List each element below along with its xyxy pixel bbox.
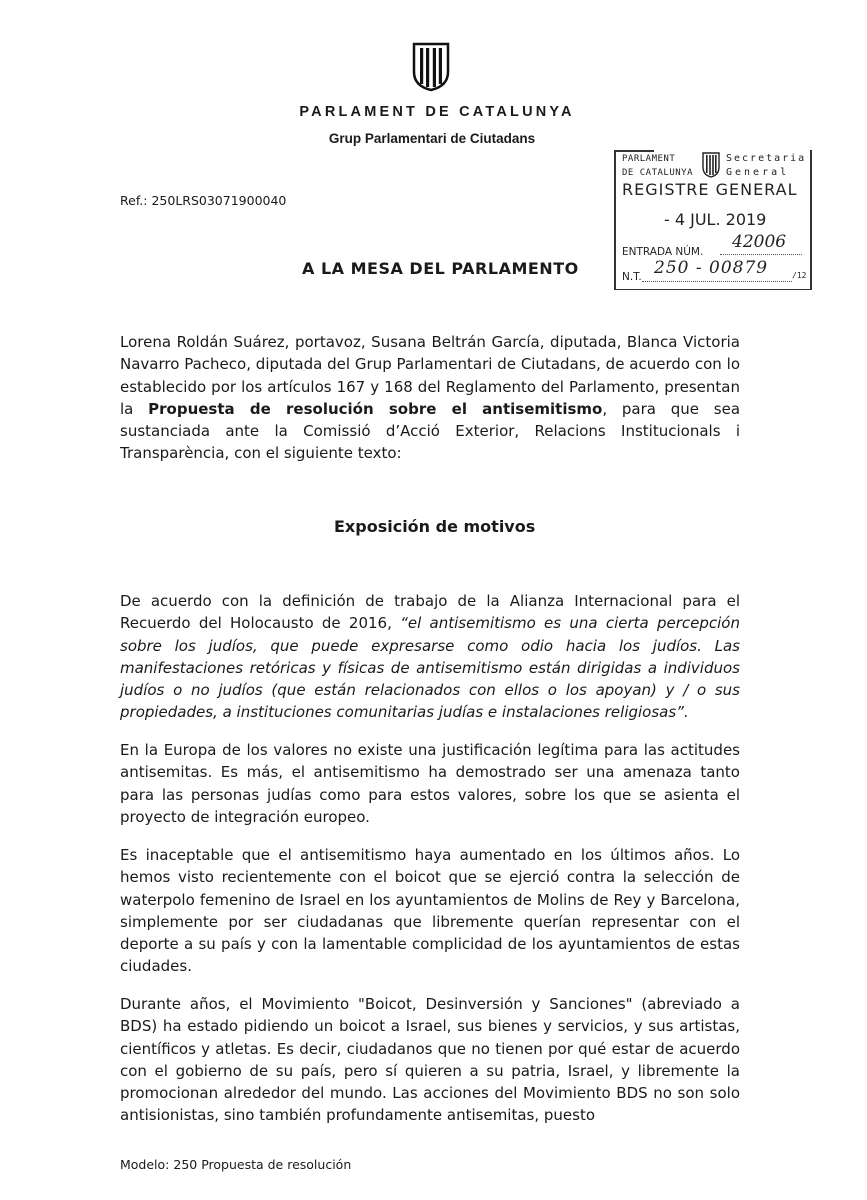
page-footer: Modelo: 250 Propuesta de resolución	[120, 1157, 352, 1172]
paragraph-2: En la Europa de los valores no existe una justificación legítima para las actitudes antisemitas. Es más, el antisemitismo ha demostrado ser una amenaza tanto para las personas judías como para estos valores, sobre los que se asienta el proyecto de integración europeo.	[120, 741, 740, 826]
stamp-general: General	[726, 167, 790, 178]
stamp-registry: REGISTRE GENERAL	[622, 180, 798, 199]
parliament-emblem-icon	[410, 42, 452, 92]
stamp-nt-dots	[642, 281, 792, 282]
stamp-secretaria: Secretaria	[726, 153, 807, 164]
stamp-parlament: PARLAMENT	[622, 154, 676, 164]
stamp-emblem-icon	[702, 152, 720, 178]
intro-paragraph	[120, 331, 740, 465]
proposal-title: Propuesta de resolución sobre el antisemitismo	[148, 399, 603, 418]
registry-stamp	[614, 150, 812, 290]
group-name: Grup Parlamentari de Ciutadans	[328, 131, 536, 146]
stamp-catalunya: DE CATALUNYA	[622, 168, 694, 178]
addressee: A LA MESA DEL PARLAMENTO	[302, 259, 579, 278]
stamp-nt-label: N.T.	[622, 271, 642, 283]
paragraph-3: Es inaceptable que el antisemitismo haya aumentado en los últimos años. Lo hemos visto recientemente con el boicot que se ejerció contra la selección de waterpolo femenino de Israel en los ayuntamientos de Molins de Rey y Barcelona, simplemente por ser ciudadanas que libremente querían representar con el deporte a su país y con la lamentable complicidad de los ayuntamientos de estas ciudades.	[120, 846, 740, 976]
intro-text-2: , para que sea sustanciada ante la Comissió d’Acció Exterior, Relacions Institucionals i Transparència, con el siguiente texto:	[120, 399, 741, 463]
reference-number: Ref.: 250LRS03071900040	[120, 193, 287, 208]
section-heading: Exposición de motivos	[334, 517, 536, 536]
stamp-entry-label: ENTRADA NÚM.	[622, 246, 704, 258]
stamp-nt-value: 250 - 00879	[654, 258, 769, 278]
stamp-entry-value: 42006	[732, 232, 787, 252]
institution-title: PARLAMENT DE CATALUNYA	[299, 104, 575, 120]
paragraph-4: Durante años, el Movimiento "Boicot, Desinversión y Sanciones" (abreviado a BDS) ha estado pidiendo un boicot a Israel, sus bienes y servicios, y sus artistas, científicos y atletas. Es decir, ciudadanos que no tienen por qué estar de acuerdo con el gobierno de su país, pero sí quieren a su patria, Israel, y libremente la promocionan alrededor del mundo. Las acciones del Movimiento BDS no son solo antisionistas, sino también profundamente antisemitas, puesto	[120, 995, 740, 1125]
paragraph-1	[120, 590, 740, 724]
paragraph-1-text: De acuerdo con la definición de trabajo de la Alianza Internacional para el Recuerdo del Holocausto de 2016,	[120, 592, 740, 633]
paragraph-1-quote: “el antisemitismo es una cierta percepción sobre los judíos, que puede expresarse como odio hacia los judíos. Las manifestaciones retóricas y físicas de antisemitismo están dirigidas a individuos judíos o no judíos (que están relacionados con ellos o los apoyan) y / o sus propiedades, a instituciones comunitarias judías e instalaciones religiosas”.	[120, 614, 740, 722]
intro-text-1: Lorena Roldán Suárez, portavoz, Susana Beltrán García, diputada, Blanca Victoria Navarro Pacheco, diputada del Grup Parlamentari de Ciutadans, de acuerdo con lo establecido por los artículos 167 y 168 del Reglamento del Parlamento, presentan la	[120, 333, 740, 418]
stamp-date: - 4 JUL. 2019	[664, 210, 767, 229]
stamp-entry-dots	[720, 254, 802, 255]
stamp-nt-suffix: /12	[792, 271, 807, 280]
